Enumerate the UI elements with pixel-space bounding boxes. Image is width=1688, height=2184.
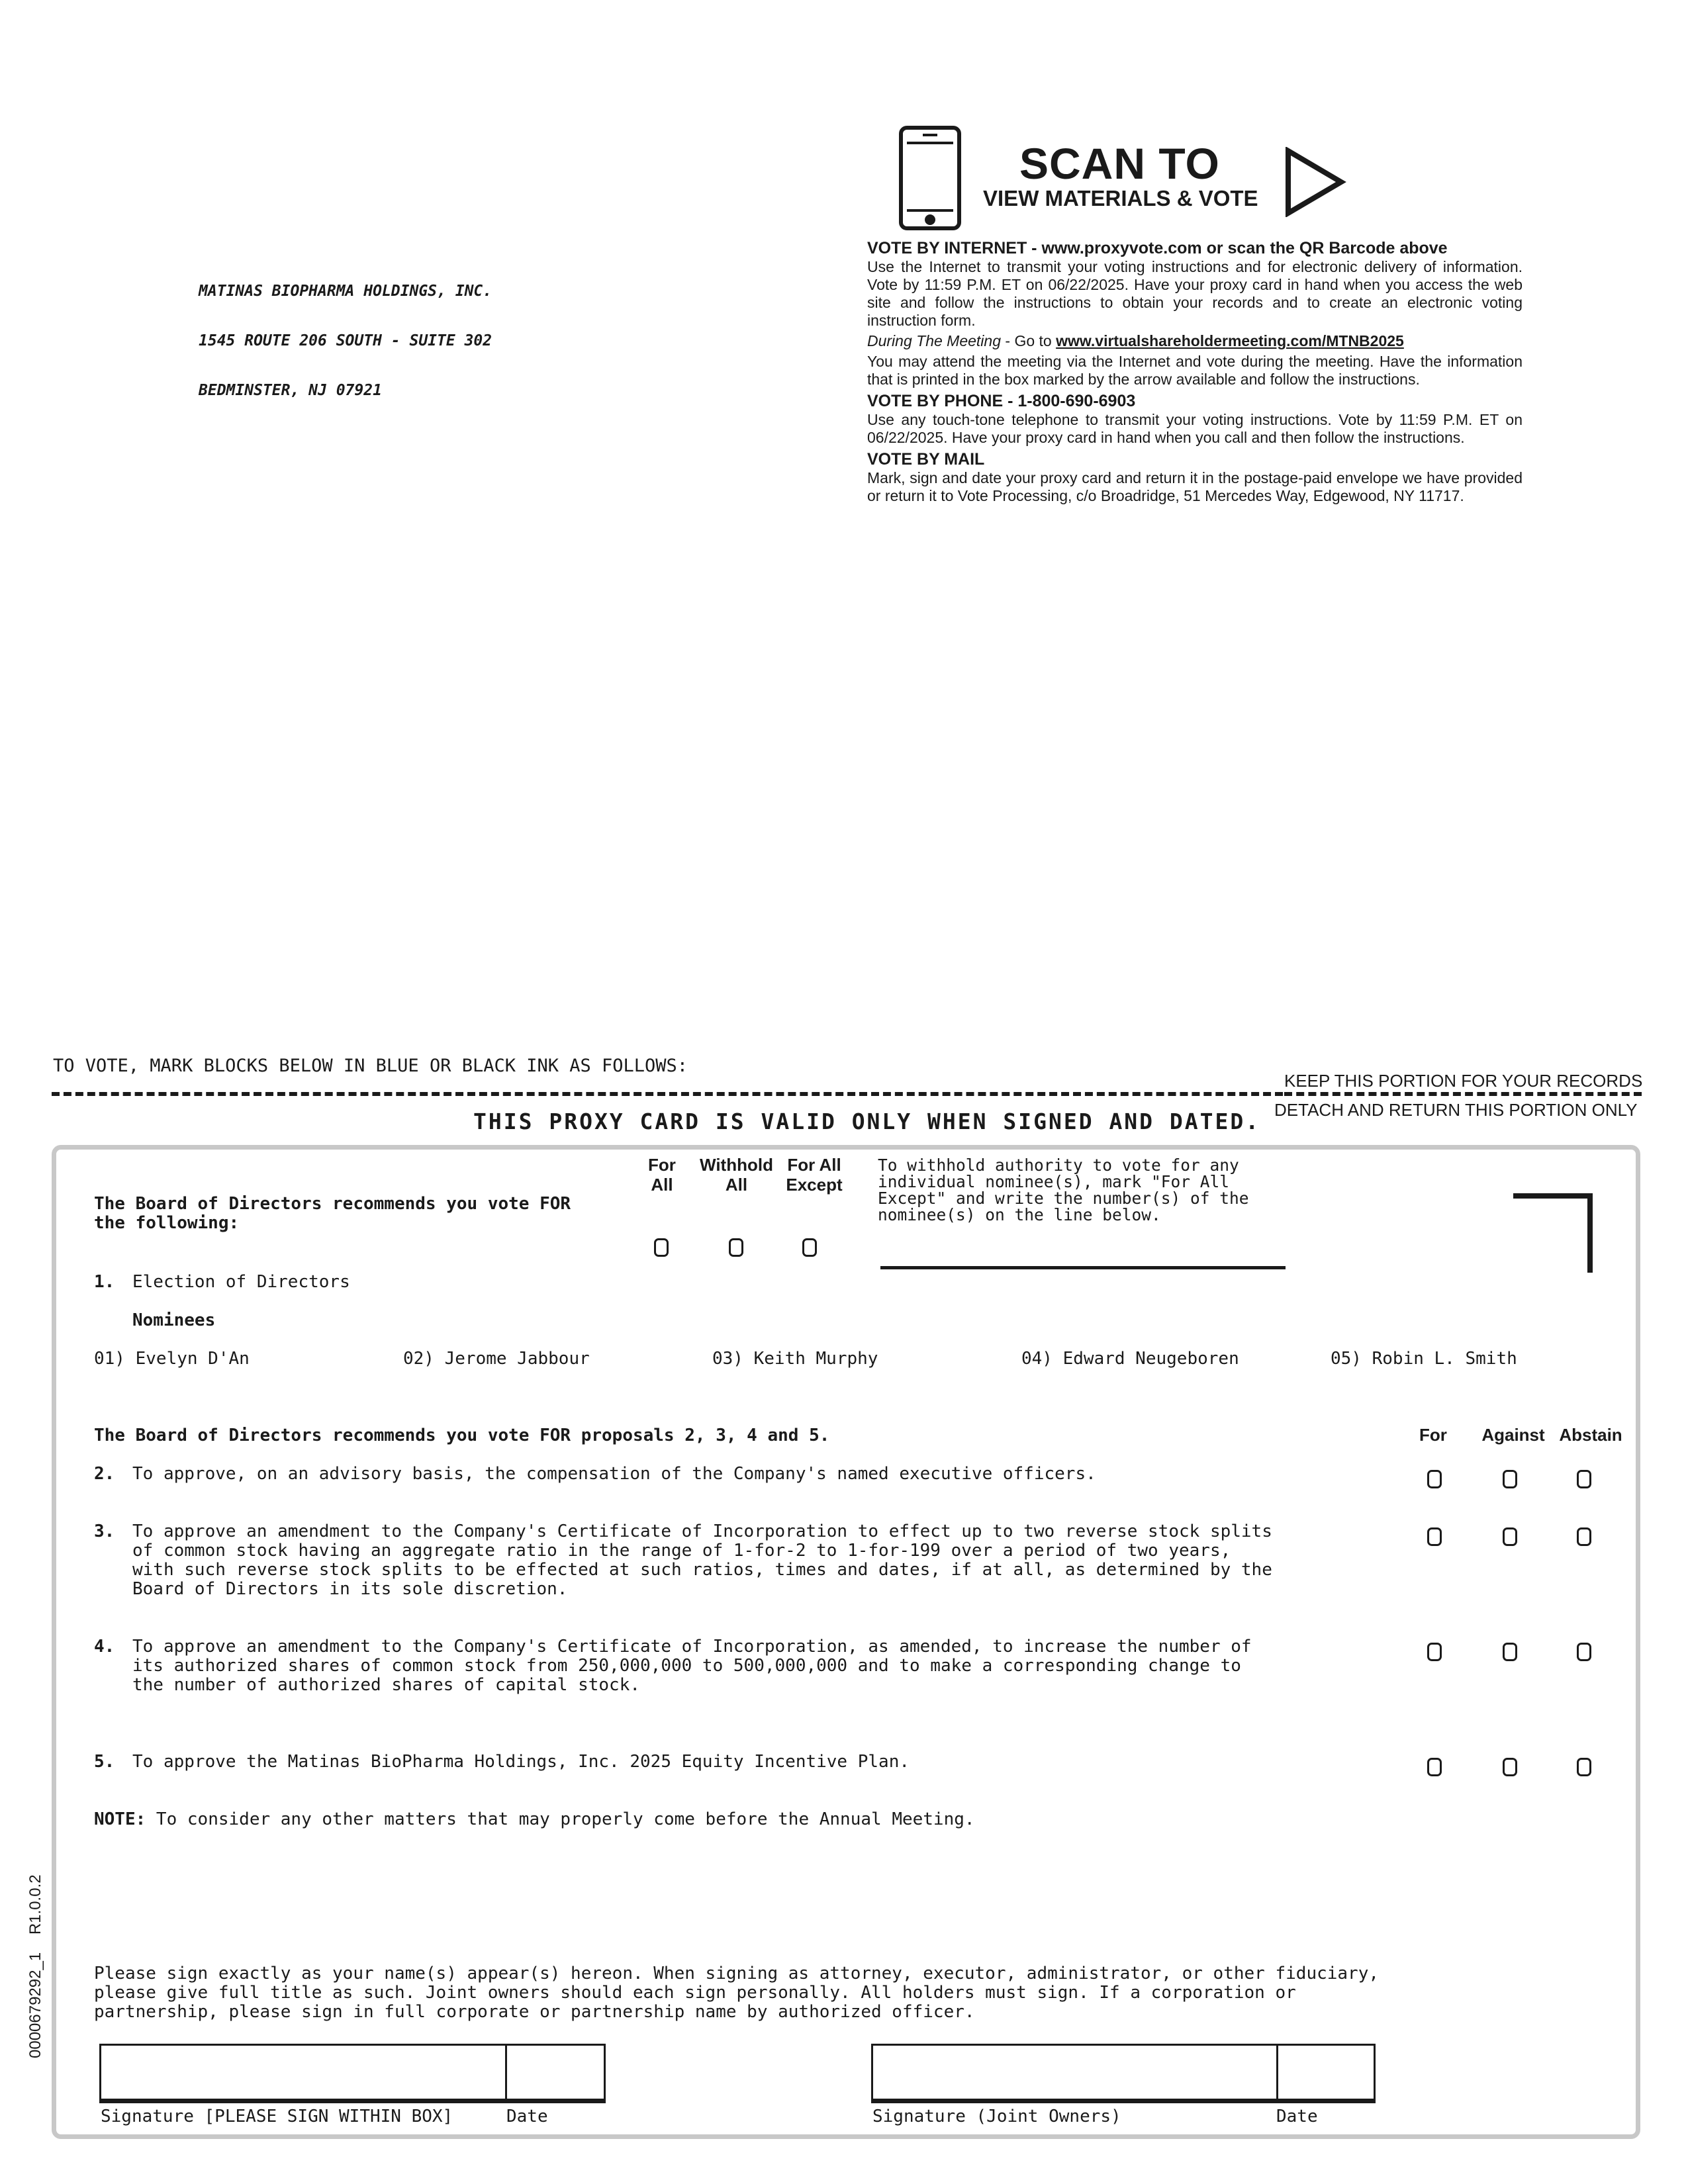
col-withhold-all: Withhold All <box>700 1155 773 1195</box>
proposal-2-against-checkbox[interactable] <box>1503 1470 1517 1488</box>
note-text: To consider any other matters that may properly come before the Annual Meeting. <box>146 1809 975 1829</box>
proposal-4-abstain-checkbox[interactable] <box>1577 1643 1591 1661</box>
signature-instructions: Please sign exactly as your name(s) appear(s) hereon. When signing as attorney, executor, administrator, or other fiduciary, please give full title as such. Joint owners should each sign personally. All holders must sign. If a corporation or partnership, please sign in full corporate or partnership name by authorized officer. <box>94 1964 1380 2022</box>
nominee-02: 02) Jerome Jabbour <box>403 1349 590 1369</box>
mail-text: Mark, sign and date your proxy card and return it in the postage-paid envelope we have provided or return it to Vote Processing, c/o Broadridge, 51 Mercedes Way, Edgewood, NY 11717. <box>867 469 1523 504</box>
nominee-exception-line[interactable] <box>880 1266 1286 1269</box>
proposal-5-abstain-checkbox[interactable] <box>1577 1758 1591 1776</box>
mail-heading: VOTE BY MAIL <box>867 450 985 469</box>
proposal-3-abstain-checkbox[interactable] <box>1577 1527 1591 1546</box>
proposal-4-number: 4. <box>94 1637 115 1657</box>
proposal-2-abstain-checkbox[interactable] <box>1577 1470 1591 1488</box>
phone-heading: VOTE BY PHONE - 1-800-690-6903 <box>867 392 1136 410</box>
keep-portion-label: KEEP THIS PORTION FOR YOUR RECORDS <box>1284 1071 1643 1091</box>
nominee-04: 04) Edward Neugeboren <box>1021 1349 1239 1369</box>
col-against: Against <box>1481 1425 1545 1445</box>
proposal-2-text: To approve, on an advisory basis, the compensation of the Company's named executive officers. <box>132 1464 1096 1484</box>
proposal-3-number: 3. <box>94 1522 115 1541</box>
proposal-3-text: To approve an amendment to the Company's Certificate of Incorporation to effect up to two reverse stock splits of common stock having an aggregate ratio in the range of 1-for-2 to 1-for-199 over a period of two years, with such reverse stock splits to be effected at such ratios, times and dates, if at all, as determined by the Board of Directors in its sole discretion. <box>132 1522 1272 1599</box>
play-arrow-icon <box>1284 147 1347 217</box>
proposal-4-for-checkbox[interactable] <box>1427 1643 1442 1661</box>
meeting-line <box>867 332 1523 350</box>
proposal-3-for-checkbox[interactable] <box>1427 1527 1442 1546</box>
for-all-checkbox[interactable] <box>654 1238 669 1257</box>
note-label: NOTE: <box>94 1809 146 1829</box>
corner-marker <box>1513 1193 1593 1273</box>
nominee-03: 03) Keith Murphy <box>712 1349 878 1369</box>
proposal-4-text: To approve an amendment to the Company's Certificate of Incorporation, as amended, to increase the number of its authorized shares of common stock from 250,000,000 to 500,000,000 and to make a corresponding change to the number of authorized shares of capital stock. <box>132 1637 1252 1695</box>
proposal-4-against-checkbox[interactable] <box>1503 1643 1517 1661</box>
company-address <box>199 250 492 416</box>
withhold-instructions: To withhold authority to vote for any individual nominee(s), mark "For All Except" and write the number(s) of the nominee(s) on the line below. <box>878 1156 1249 1224</box>
company-address-line1: 1545 ROUTE 206 SOUTH - SUITE 302 <box>199 332 492 349</box>
col-abstain: Abstain <box>1559 1425 1622 1445</box>
joint-signature-label: Signature (Joint Owners) <box>872 2107 1121 2126</box>
detach-line <box>52 1092 1283 1096</box>
col-for-all: For All <box>648 1155 676 1195</box>
proposal-5-for-checkbox[interactable] <box>1427 1758 1442 1776</box>
col-for-all-except: For All Except <box>786 1155 843 1195</box>
phone-icon <box>899 126 961 230</box>
election-recommendation: The Board of Directors recommends you vote FOR the following: <box>94 1194 571 1233</box>
voting-instructions <box>867 238 1523 508</box>
joint-date-label: Date <box>1276 2107 1318 2126</box>
item-1-text: Election of Directors <box>132 1272 350 1292</box>
for-all-except-checkbox[interactable] <box>802 1238 817 1257</box>
withhold-all-checkbox[interactable] <box>729 1238 743 1257</box>
phone-text: Use any touch-tone telephone to transmit your voting instructions. Vote by 11:59 P.M. ET on 06/22/2025. Have your proxy card in hand when you call and then follow the instructions. <box>867 411 1523 446</box>
proposal-5-number: 5. <box>94 1752 115 1772</box>
proposal-2-number: 2. <box>94 1464 115 1484</box>
meeting-label: During The Meeting <box>867 332 1001 349</box>
nominee-01: 01) Evelyn D'An <box>94 1349 250 1369</box>
joint-date-box[interactable] <box>1276 2044 1376 2103</box>
nominee-05: 05) Robin L. Smith <box>1331 1349 1517 1369</box>
proposal-2-for-checkbox[interactable] <box>1427 1470 1442 1488</box>
nominees-label: Nominees <box>132 1310 216 1330</box>
proposal-5-against-checkbox[interactable] <box>1503 1758 1517 1776</box>
detach-line-right <box>1284 1092 1642 1096</box>
proposal-5-text: To approve the Matinas BioPharma Holdings, Inc. 2025 Equity Incentive Plan. <box>132 1752 910 1772</box>
side-control-code: 0000679292_1 R1.0.0.2 <box>26 1874 44 2058</box>
company-name: MATINAS BIOPHARMA HOLDINGS, INC. <box>199 283 492 300</box>
valid-notice: THIS PROXY CARD IS VALID ONLY WHEN SIGNED AND DATED. <box>473 1109 1261 1134</box>
signature-box[interactable] <box>99 2044 507 2103</box>
proposals-recommendation: The Board of Directors recommends you vote FOR proposals 2, 3, 4 and 5. <box>94 1426 830 1445</box>
company-address-line2: BEDMINSTER, NJ 07921 <box>199 382 382 399</box>
meeting-text: You may attend the meeting via the Internet and vote during the meeting. Have the information that is printed in the box marked by the arrow available and follow the instructions. <box>867 353 1523 388</box>
internet-heading: VOTE BY INTERNET - www.proxyvote.com or scan the QR Barcode above <box>867 239 1448 257</box>
col-for: For <box>1419 1425 1447 1445</box>
note <box>94 1810 975 1829</box>
item-1-number: 1. <box>94 1272 115 1292</box>
to-vote-instructions: TO VOTE, MARK BLOCKS BELOW IN BLUE OR BLACK INK AS FOLLOWS: <box>53 1056 688 1076</box>
meeting-url-link[interactable]: www.virtualshareholdermeeting.com/MTNB2025 <box>1056 332 1404 349</box>
joint-signature-box[interactable] <box>871 2044 1278 2103</box>
proposal-3-against-checkbox[interactable] <box>1503 1527 1517 1546</box>
detach-portion-label: DETACH AND RETURN THIS PORTION ONLY <box>1274 1100 1638 1120</box>
signature-label: Signature [PLEASE SIGN WITHIN BOX] <box>101 2107 453 2126</box>
scan-subtitle: VIEW MATERIALS & VOTE <box>983 186 1258 210</box>
date-box[interactable] <box>505 2044 606 2103</box>
meeting-goto: - Go to <box>1001 332 1056 349</box>
date-label: Date <box>506 2107 548 2126</box>
internet-text: Use the Internet to transmit your voting instructions and for electronic delivery of information. Vote by 11:59 P.M. ET on 06/22/2025. Have your proxy card in hand when you access the web site and follow the instructions to obtain your records and to create an electronic voting instruction form. <box>867 258 1523 329</box>
scan-title: SCAN TO <box>1019 139 1220 188</box>
